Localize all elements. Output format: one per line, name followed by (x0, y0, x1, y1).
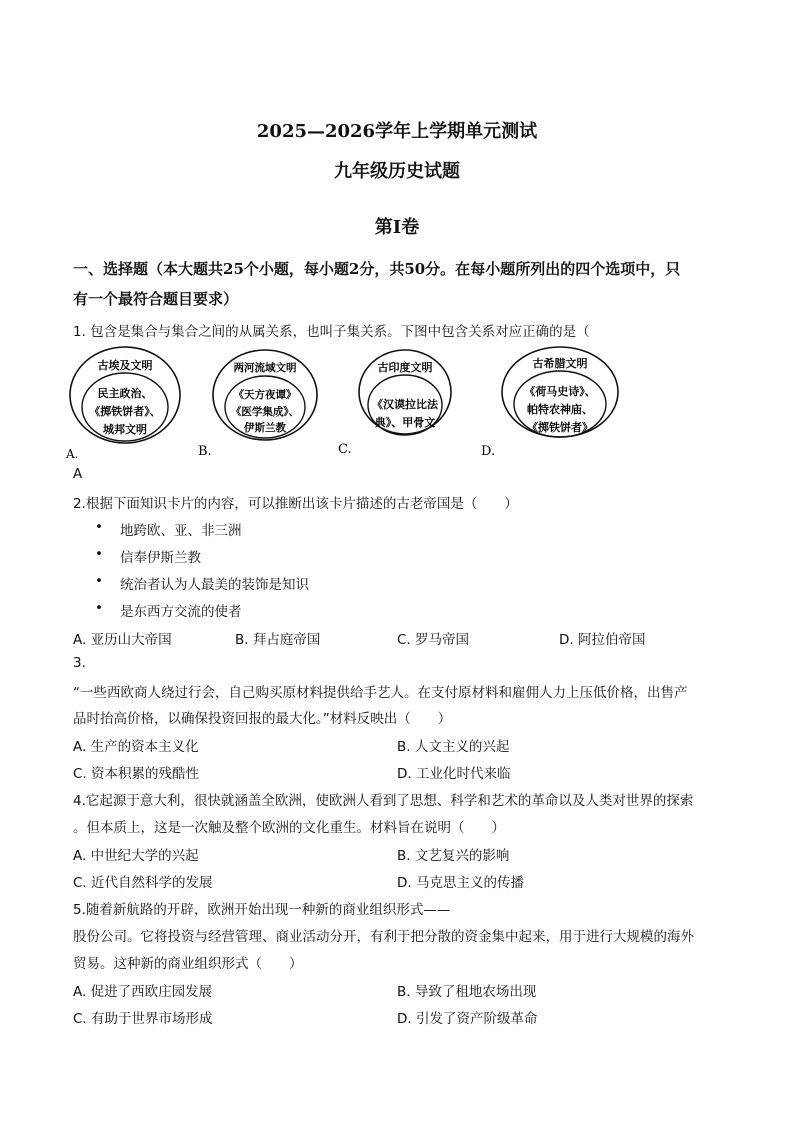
diagram-c-inner-line2: 典》、甲骨文 (374, 416, 436, 429)
question-5-line2: 股份公司。它将投资与经营管理、商业活动分开，有利于把分散的资金集中起来，用于进行大规模的海外 (73, 929, 694, 945)
q2-option-d[interactable]: D. 阿拉伯帝国 (559, 632, 646, 648)
question-3-line1: “一些西欧商人绕过行会，自己购买原材料提供给手艺人。在支付原材料和雇佣人力上压低价格，出售产 (73, 685, 688, 701)
q4-option-d[interactable]: D. 马克思主义的传播 (397, 875, 524, 891)
q3-option-c[interactable]: C. 资本积累的残酷性 (73, 766, 200, 782)
q2-bullet-2: • 信奉伊斯兰教 (120, 546, 201, 566)
q2-bullet-4: • 是东西方交流的使者 (120, 600, 242, 620)
diagram-b-outer-label: 两河流域文明 (233, 362, 297, 374)
diagram-d-inner-line3: 《掷铁饼者》 (527, 421, 593, 434)
diagram-b (213, 350, 317, 440)
q4-option-c[interactable]: C. 近代自然科学的发展 (73, 875, 213, 891)
q5-option-d[interactable]: D. 引发了资产阶级革命 (397, 1011, 538, 1027)
exam-title: 2025—2026学年上学期单元测试 (256, 121, 538, 142)
diagram-b-inner-line2: 《医学集成》、 (230, 406, 300, 418)
question-4-line2: 。但本质上，这是一次触及整个欧洲的文化重生。材料旨在说明（ ） (73, 820, 505, 836)
exam-subtitle: 九年级历史试题 (334, 161, 460, 182)
diagram-d (502, 347, 618, 437)
q2-bullet-1: • 地跨欧、亚、非三洲 (120, 519, 242, 539)
q1-set-diagrams (68, 345, 648, 465)
question-2-stem: 2.根据下面知识卡片的内容，可以推断出该卡片描述的古老帝国是（ ） (73, 496, 518, 512)
q2-option-b[interactable]: B. 拜占庭帝国 (235, 632, 321, 648)
q3-option-b[interactable]: B. 人文主义的兴起 (397, 739, 510, 755)
diagram-a-outer-label: 古埃及文明 (97, 359, 153, 372)
q2-option-c[interactable]: C. 罗马帝国 (397, 632, 470, 648)
question-1-stem: 1. 包含是集合与集合之间的从属关系，也叫子集关系。下图中包含关系对应正确的是（ (73, 324, 590, 340)
diagram-c-outer-label: 古印度文明 (377, 361, 433, 374)
question-5-line3: 贸易。这种新的商业组织形式（ ） (73, 956, 303, 972)
diagram-c-inner-line1: 《汉谟拉比法 (372, 398, 438, 411)
diagram-a-letter: A. (66, 447, 79, 461)
q2-option-a[interactable]: A. 亚历山大帝国 (73, 632, 172, 648)
q4-option-a[interactable]: A. 中世纪大学的兴起 (73, 848, 199, 864)
section-instructions-line2: 有一个最符合题目要求） (73, 290, 239, 308)
q5-option-a[interactable]: A. 促进了西欧庄园发展 (73, 984, 213, 1000)
q4-option-b[interactable]: B. 文艺复兴的影响 (397, 848, 510, 864)
question-3-line2: 品时抬高价格，以确保投资回报的最大化。”材料反映出（ ） (73, 711, 452, 727)
q5-option-c[interactable]: C. 有助于世界市场形成 (73, 1011, 213, 1027)
diagram-d-inner-line2: 帕特农神庙、 (527, 403, 593, 416)
question-5-line1: 5.随着新航路的开辟，欧洲开始出现一种新的商业组织形式—— (73, 902, 451, 918)
q5-option-b[interactable]: B. 导致了租地农场出现 (397, 984, 537, 1000)
diagram-b-inner-line1: 《天方夜谭》 (233, 389, 297, 401)
diagram-c (359, 350, 451, 435)
diagram-b-letter: B. (198, 444, 212, 459)
diagram-d-inner-line1: 《荷马史诗》、 (524, 385, 596, 398)
q3-option-a[interactable]: A. 生产的资本主义化 (73, 739, 199, 755)
diagram-a-inner-line3: 城邦文明 (103, 423, 147, 436)
diagram-b-inner-line3: 伊斯兰教 (244, 422, 286, 434)
volume-heading: 第I卷 (374, 217, 420, 238)
diagram-d-letter: D. (481, 444, 496, 459)
question-4-line1: 4.它起源于意大利，很快就涵盖全欧洲，使欧洲人看到了思想、科学和艺术的革命以及人类对世界的探索 (73, 793, 694, 809)
diagram-a-inner-line2: 《掷铁饼者》、 (89, 405, 161, 418)
diagram-a-inner-line1: 民主政治、 (97, 387, 153, 400)
section-instructions-line1: 一、选择题（本大题共25个小题，每小题2分，共50分。在每小题所列出的四个选项中，只 (73, 260, 681, 278)
question-1-stray-a: A (73, 466, 83, 482)
diagram-c-letter: C. (338, 442, 352, 457)
diagram-d-outer-label: 古希腊文明 (532, 357, 588, 370)
q3-option-d[interactable]: D. 工业化时代来临 (397, 766, 511, 782)
diagram-a (70, 347, 180, 443)
q2-bullet-3: • 统治者认为人最美的装饰是知识 (120, 573, 309, 593)
question-3-number: 3. (73, 655, 86, 671)
